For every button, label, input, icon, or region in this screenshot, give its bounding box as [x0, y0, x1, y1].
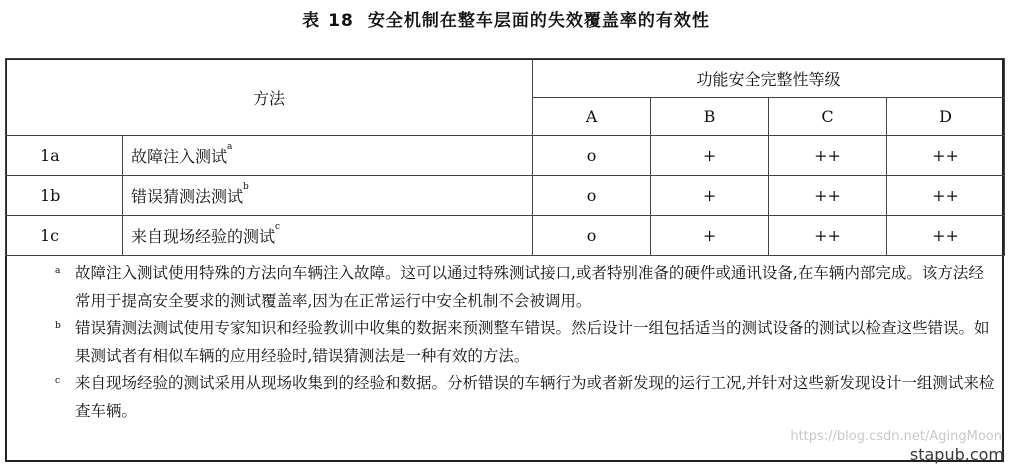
table-row: [6, 216, 1005, 256]
method-header: 方法: [6, 59, 533, 136]
footnote: [45, 315, 995, 370]
method-name: [123, 136, 533, 176]
table-row: [6, 176, 1005, 216]
footnote-mark: c: [55, 376, 61, 386]
footnote-ref: c: [275, 222, 281, 232]
method-code: 1b: [6, 176, 123, 216]
rating-b: +: [651, 216, 769, 256]
method-code: 1c: [6, 216, 123, 256]
table-title-prefix: 表: [302, 11, 321, 31]
footnote: [45, 370, 995, 425]
effectiveness-table: [5, 58, 1005, 256]
rating-c: ++: [769, 136, 887, 176]
rating-a: o: [533, 216, 651, 256]
footnote-text: 来自现场经验的测试采用从现场收集到的经验和数据。分析错误的车辆行为或者新发现的运行工况,并针对这些新发现设计一组测试来检查车辆。: [75, 374, 995, 420]
level-b-header: B: [651, 98, 769, 136]
table-title: [0, 6, 1012, 31]
table-title-text: 安全机制在整车层面的失效覆盖率的有效性: [367, 11, 710, 31]
footnote-ref: b: [243, 182, 249, 192]
footnote-mark: a: [55, 266, 61, 276]
table-title-number: 18: [328, 11, 354, 31]
method-code: 1a: [6, 136, 123, 176]
method-name-text: 故障注入测试: [131, 147, 228, 166]
rating-a: o: [533, 176, 651, 216]
rating-c: ++: [769, 176, 887, 216]
footnote-ref: a: [227, 142, 233, 152]
footnotes: [45, 260, 995, 425]
level-header: 功能安全完整性等级: [533, 59, 1005, 98]
rating-b: +: [651, 136, 769, 176]
method-name-text: 错误猜测法测试: [131, 187, 244, 206]
level-c-header: C: [769, 98, 887, 136]
footnote-mark: b: [55, 321, 61, 331]
method-name-text: 来自现场经验的测试: [131, 227, 276, 246]
rating-a: o: [533, 136, 651, 176]
footnote: [45, 260, 995, 315]
site-stamp: stapub.com: [909, 445, 1004, 464]
level-a-header: A: [533, 98, 651, 136]
rating-d: ++: [887, 216, 1005, 256]
rating-b: +: [651, 176, 769, 216]
rating-d: ++: [887, 136, 1005, 176]
watermark: https://blog.csdn.net/AgingMoon: [790, 429, 1002, 444]
rating-c: ++: [769, 216, 887, 256]
method-name: [123, 176, 533, 216]
level-d-header: D: [887, 98, 1005, 136]
rating-d: ++: [887, 176, 1005, 216]
footnote-text: 错误猜测法测试使用专家知识和经验教训中收集的数据来预测整车错误。然后设计一组包括适当的测试设备的测试以检查这些错误。如果测试者有相似车辆的应用经验时,错误猜测法是一种有效的方法。: [75, 319, 990, 365]
method-name: [123, 216, 533, 256]
table-row: [6, 136, 1005, 176]
footnote-text: 故障注入测试使用特殊的方法向车辆注入故障。这可以通过特殊测试接口,或者特别准备的硬件或通讯设备,在车辆内部完成。该方法经常用于提高安全要求的测试覆盖率,因为在正常运行中安全机制不会被调用。: [75, 264, 984, 310]
